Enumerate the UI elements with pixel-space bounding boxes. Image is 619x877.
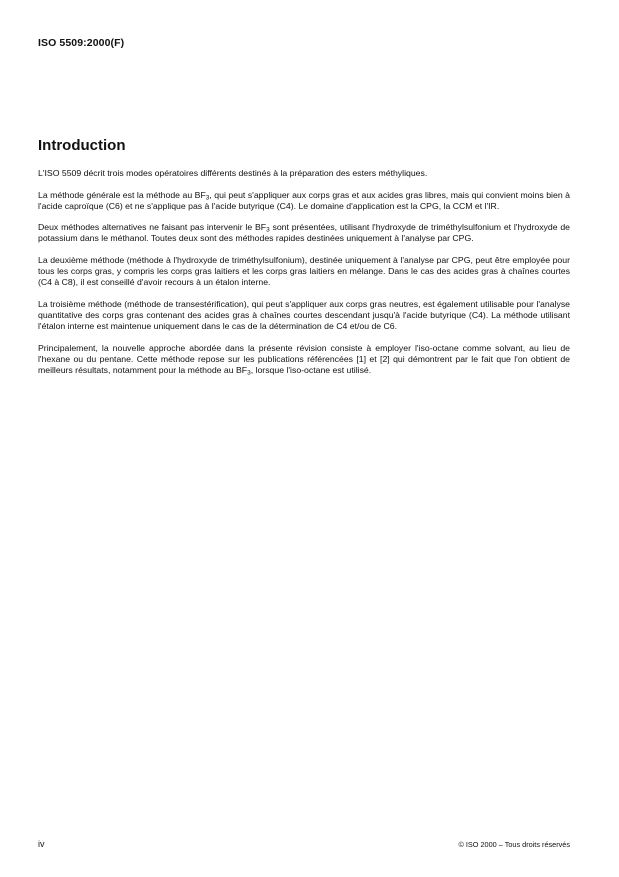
paragraph-6-text-b: , lorsque l'iso-octane est utilisé. bbox=[250, 364, 372, 375]
paragraph-2-subscript: 3 bbox=[205, 194, 210, 202]
paragraph-3-text-a: Deux méthodes alternatives ne faisant pas intervenir le BF bbox=[38, 222, 267, 233]
copyright-notice: © ISO 2000 – Tous droits réservés bbox=[458, 840, 570, 849]
introduction-body bbox=[38, 168, 570, 386]
paragraph-2 bbox=[38, 190, 570, 212]
paragraph-1: L'ISO 5509 décrit trois modes opératoires différents destinés à la préparation des esters méthyliques. bbox=[38, 168, 428, 178]
paragraph-2-text-a: La méthode générale est la méthode au BF bbox=[38, 189, 206, 200]
paragraph-6-subscript: 3 bbox=[247, 369, 251, 377]
paragraph-2-text-b: , qui peut s'appliquer aux corps gras et aux acides gras libres, mais qui convient moins bien à l'acide caproïque (C6) et ne s'applique pas à l'acide butyrique (C4). Le domaine d'application est la CPG, la CCM et l'IR. bbox=[38, 189, 570, 211]
page-number: iv bbox=[38, 839, 45, 849]
paragraph-3-text-b: sont présentées, utilisant l'hydroxyde de triméthylsulfonium et l'hydroxyde de potassium dans le méthanol. Toutes deux sont des méthodes rapides destinées uniquement à l'analyse par CPG. bbox=[38, 222, 571, 244]
paragraph-3 bbox=[38, 222, 570, 244]
paragraph-6 bbox=[38, 343, 570, 376]
paragraph-3-subscript: 3 bbox=[266, 226, 270, 234]
paragraph-4: La deuxième méthode (méthode à l'hydroxyde de triméthylsulfonium), destinée uniquement à l'analyse par CPG, peut être employée pour tous les corps gras, y compris les corps gras laitiers et les corps gras laitiers en mélange. Dans le cas des acides gras à chaînes courtes (C4 à C8), il est conseillé d'avoir recours à un étalon interne. bbox=[38, 254, 570, 288]
paragraph-6-text-a: Principalement, la nouvelle approche abordée dans la présente révision consiste à employer l'iso-octane comme solvant, au lieu de l'hexane ou du pentane. Cette méthode repose sur les publications référencées [1] et [2] qui démontrent par le fait que l'on obtient de meilleurs résultats, notamment pour la méthode au BF bbox=[38, 342, 570, 375]
section-title: Introduction bbox=[38, 137, 126, 154]
paragraph-5: La troisième méthode (méthode de transestérification), qui peut s'appliquer aux corps gras neutres, est également utilisable pour l'analyse quantitative des corps gras contenant des acides gras à chaînes courtes descendant jusqu'à l'acide butyrique (C4). La méthode utilisant l'étalon interne est maintenue uniquement dans le cas de la détermination de C4 et/ou de C6. bbox=[38, 298, 570, 331]
document-id-header: ISO 5509:2000(F) bbox=[38, 37, 125, 49]
